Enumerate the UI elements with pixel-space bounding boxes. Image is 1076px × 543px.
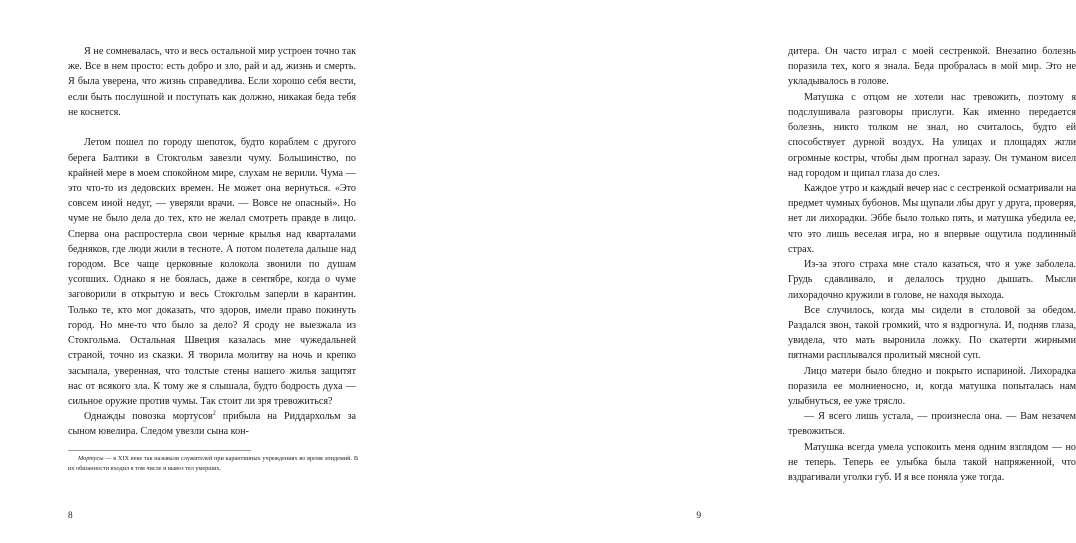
paragraph: Лицо матери было бледно и покрыто испариной. Лихорадка поразила ее молниеносно, и, когда матушка попыталась нам улыбнуться, ее уже трясло. — [788, 365, 1076, 408]
paragraph: дитера. Он часто играл с моей сестренкой. Внезапно болезнь поразила тех, кого я знала. Беда пробралась в мой мир. Это не укладывалось в голове. — [788, 46, 1076, 88]
page-number-right: 9 — [696, 510, 701, 521]
paragraph: Летом пошел по городу шепоток, будто кораблем с другого берега Балтики в Стокгольм завезли чуму. Большинство, по крайней мере в моем спокойном мире, слухам не верили. Чума — это что-то из дедовских времен. Не может она вернуться. «Это совсем иной недуг, — уверяли врачи. — Вовсе не опасный». Но чуме не было дела до тех, кто не желал смотреть правде в лицо. Сперва она распростерла свои черные крылья над кварталами бедняков, где люди жили в тесноте. А потом полетела дальше над городом. Все чаще церковные колокола звонили по душам усопших. Однако я не боялась, даже в сентябре, когда о чуме заговорили в открытую и весь Стокгольм заперли в карантин. Только те, кто мог доказать, что здоров, имели право покинуть город. Но мне-то что было за дело? Я сроду не выезжала из Стокгольма. Остальная Швеция казалась мне чужедальней страной, точно из сказки. Я творила молитву на ночь и крепко засыпала, уверенная, что толстые стены нашего жилья защитят нас от всякого зла. К тому же я слышала, будто бодрость духа — сильное оружие против чумы. Так стоит ли зря тревожиться? — [68, 137, 356, 407]
paragraph: Каждое утро и каждый вечер нас с сестренкой осматривали на предмет чумных бубонов. Мы щупали лбы друг у друга, проверяя, нет ли лихорадки. Эббе было только пять, и матушка убедила ее, что это лишь веселая игра, но я впервые ощутила подлинный страх. — [788, 182, 1076, 255]
paragraph: Матушка всегда умела успокоить меня одним взглядом — но не теперь. Теперь ее улыбка была такой напряженной, что вздрагивали уголки губ. И я все поняла уже тогда. — [788, 441, 1076, 484]
paragraph: Все случилось, когда мы сидели в столовой за обедом. Раздался звон, такой громкий, что я вздрогнула. И, подняв глаза, увидела, что мать выронила ложку. По скатерти жирными пятнами расплывался пролитый мясной суп. — [788, 304, 1076, 362]
right-page — [375, 0, 1076, 543]
page-number-left: 8 — [68, 510, 73, 521]
footnote-separator-rule — [68, 450, 251, 451]
footnote-definition: — в XIX веке так называли служителей при карантинных учреждениях во время эпидемий. В их обязанности входил в том числе и вывоз тел умерших. — [68, 455, 358, 472]
right-page-text-block — [788, 44, 1076, 485]
paragraph-with-footnote-ref — [68, 409, 356, 439]
paragraph: Из-за этого страха мне стало казаться, что я уже заболела. Грудь сдавливало, и делалось трудно дышать. Мысли лихорадочно кружили в голове, не находя выхода. — [788, 259, 1076, 301]
paragraph: Матушка с отцом не хотели нас тревожить, поэтому я подслушивала разговоры прислуги. Как именно передается болезнь, никто толком не знал, но считалось, будто ей способствует дурной воздух. На улицах и площадях жгли огромные костры, чтобы дым прогнал заразу. Он туманом висел над городом и щипал глаза до слез. — [788, 91, 1076, 179]
paragraph: Я не сомневалась, что и весь остальной мир устроен точно так же. Все в нем просто: есть добро и зло, рай и ад, жизнь и смерть. Я была уверена, что жизнь справедлива. Если хорошо себя вести, если быть послушной и поступать как должно, никакая беда тебя не коснется. — [68, 46, 356, 118]
left-page — [0, 0, 375, 543]
footnote-reference-marker[interactable]: 2 — [212, 409, 216, 417]
footnote-paragraph-before-ref: Однажды повозка мортусов — [84, 411, 213, 423]
footnote-paragraph-after-ref: прибыла на Риддархольм за сыном ювелира. Следом увезли сына кон- — [68, 411, 357, 438]
footnote-area — [68, 450, 358, 473]
paragraph-dialogue: — Я всего лишь устала, — произнесла она. — Вам незачем тревожиться. — [788, 411, 1076, 438]
footnote-term: Мортусы — [78, 455, 104, 462]
left-page-text-block — [68, 44, 356, 440]
footnote-entry — [68, 454, 358, 473]
